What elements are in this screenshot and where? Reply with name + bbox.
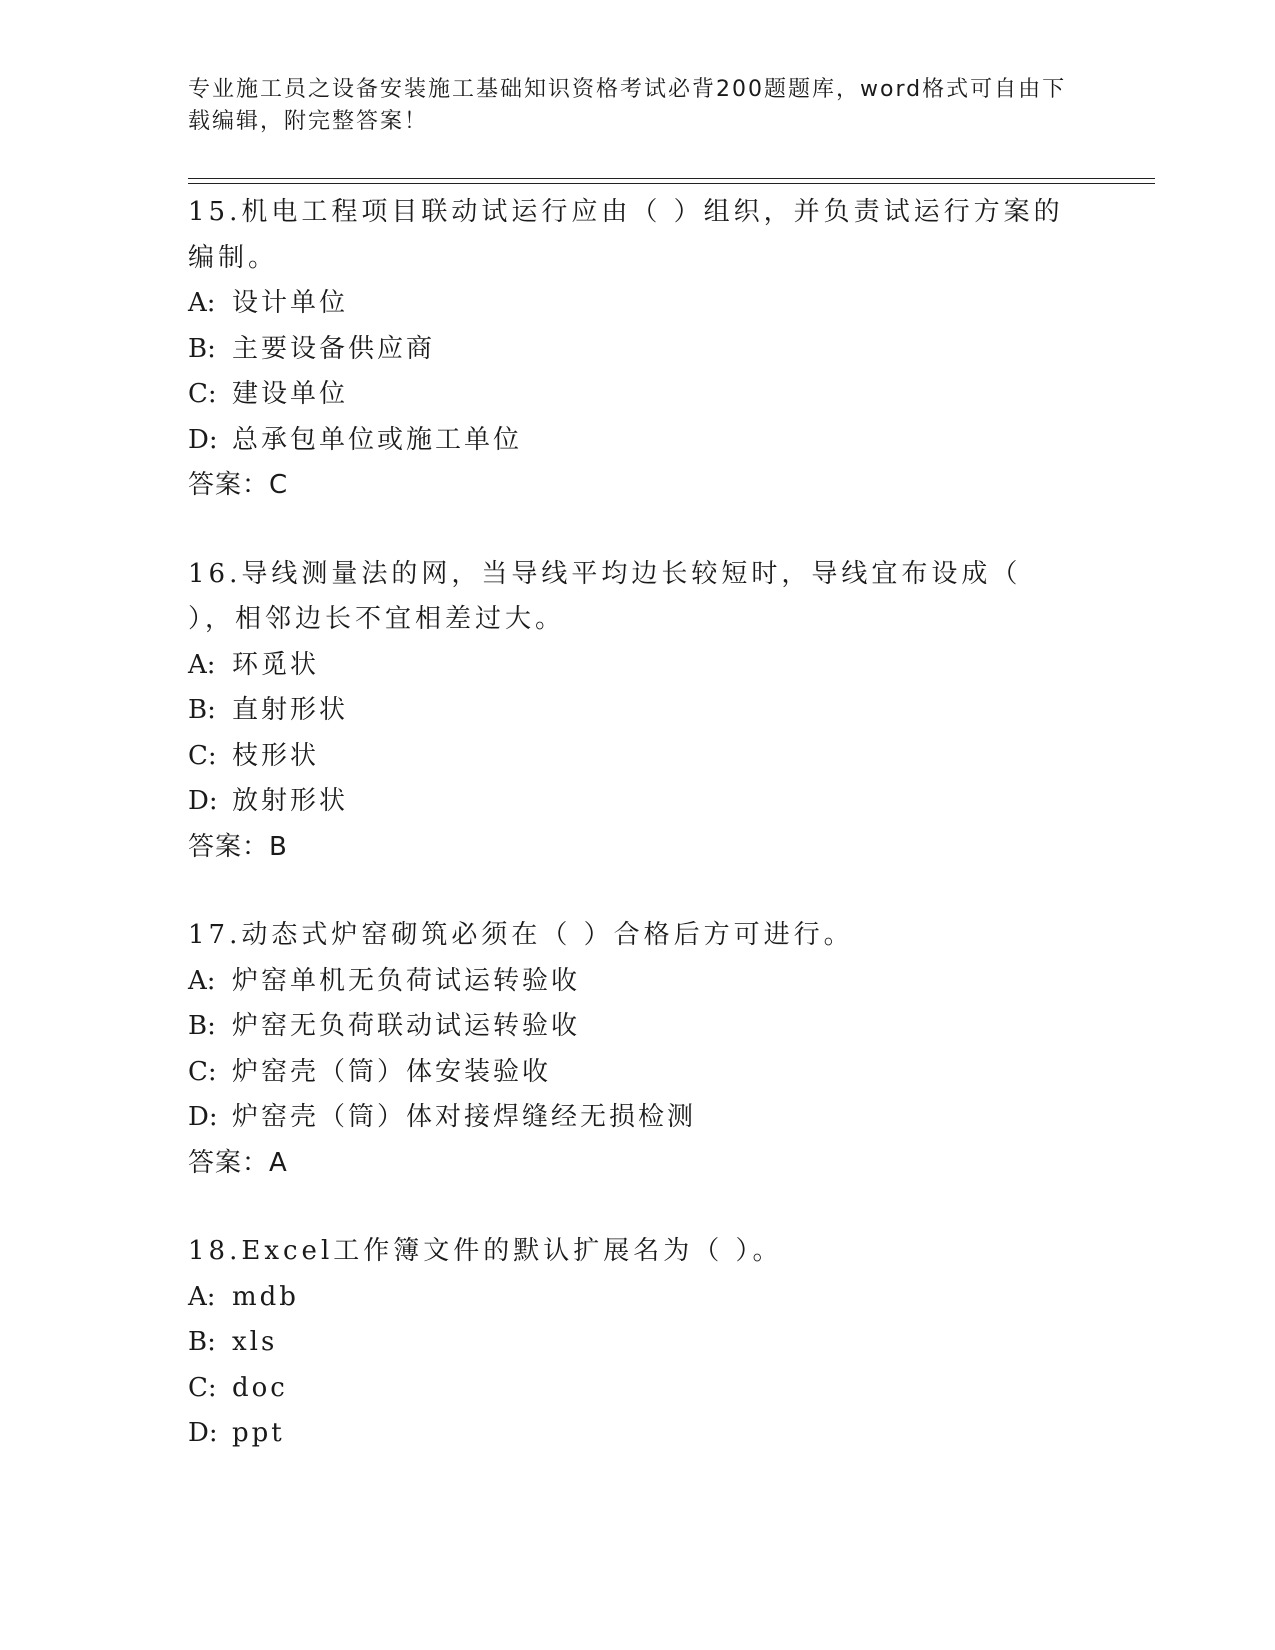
header-divider-top xyxy=(188,178,1155,179)
option-c xyxy=(188,734,1068,780)
option-d xyxy=(188,418,1068,464)
option-text: mdb xyxy=(232,1281,299,1312)
answer-line: 答案：C xyxy=(188,470,289,500)
option-a xyxy=(188,959,1068,1005)
option-letter: D: xyxy=(188,1418,218,1448)
option-letter: B: xyxy=(188,333,216,364)
option-letter: C: xyxy=(188,379,217,409)
answer-line: 答案：B xyxy=(188,831,288,862)
option-text: ppt xyxy=(232,1418,285,1448)
option-d xyxy=(188,1411,1068,1457)
question-stem: 18.Excel工作簿文件的默认扩展名为（ ）。 xyxy=(188,1236,783,1266)
option-letter: A: xyxy=(188,288,216,318)
option-letter: A: xyxy=(188,649,216,680)
option-text: xls xyxy=(232,1327,278,1357)
option-letter: D: xyxy=(188,786,218,816)
question-item xyxy=(188,552,1068,871)
question-stem: 15.机电工程项目联动试运行应由（ ）组织，并负责试运行方案的编制。 xyxy=(188,197,1064,273)
option-c xyxy=(188,372,1068,418)
option-letter: B: xyxy=(188,1327,216,1357)
option-c xyxy=(188,1050,1068,1096)
option-c xyxy=(188,1366,1068,1412)
question-item xyxy=(188,190,1068,509)
option-text: doc xyxy=(232,1372,288,1403)
option-a xyxy=(188,1275,1068,1321)
option-letter: D: xyxy=(188,424,218,455)
option-b xyxy=(188,327,1068,373)
question-stem: 16.导线测量法的网，当导线平均边长较短时，导线宜布设成（ ），相邻边长不宜相差过大。 xyxy=(188,558,1034,634)
option-b xyxy=(188,1320,1068,1366)
option-text: 放射形状 xyxy=(232,786,349,816)
option-d xyxy=(188,779,1068,825)
option-text: 环觅状 xyxy=(232,649,320,680)
option-text: 主要设备供应商 xyxy=(232,333,436,364)
option-a xyxy=(188,281,1068,327)
option-letter: B: xyxy=(188,1011,216,1041)
option-text: 炉窑单机无负荷试运转验收 xyxy=(232,965,581,996)
option-d xyxy=(188,1095,1068,1141)
option-text: 枝形状 xyxy=(232,740,320,771)
option-text: 建设单位 xyxy=(232,379,349,409)
option-b xyxy=(188,688,1068,734)
option-letter: B: xyxy=(188,695,216,725)
option-text: 炉窑无负荷联动试运转验收 xyxy=(232,1011,581,1041)
option-text: 直射形状 xyxy=(232,695,349,725)
question-item xyxy=(188,913,1068,1186)
document-header: 专业施工员之设备安装施工基础知识资格考试必背200题题库，word格式可自由下载编辑，附完整答案！ xyxy=(188,77,1067,134)
option-letter: C: xyxy=(188,740,217,771)
option-a xyxy=(188,643,1068,689)
option-text: 设计单位 xyxy=(232,288,349,318)
question-list xyxy=(188,190,1068,1500)
answer-line: 答案：A xyxy=(188,1147,288,1178)
option-text: 总承包单位或施工单位 xyxy=(232,424,523,455)
header-divider-bottom xyxy=(188,183,1155,184)
question-item xyxy=(188,1229,1068,1457)
option-letter: C: xyxy=(188,1056,217,1087)
option-letter: A: xyxy=(188,1281,216,1312)
question-stem: 17.动态式炉窑砌筑必须在（ ）合格后方可进行。 xyxy=(188,920,854,950)
option-letter: A: xyxy=(188,965,216,996)
option-letter: C: xyxy=(188,1372,217,1403)
option-b xyxy=(188,1004,1068,1050)
option-text: 炉窑壳（筒）体对接焊缝经无损检测 xyxy=(232,1102,697,1132)
option-letter: D: xyxy=(188,1102,218,1132)
option-text: 炉窑壳（筒）体安装验收 xyxy=(232,1056,552,1087)
